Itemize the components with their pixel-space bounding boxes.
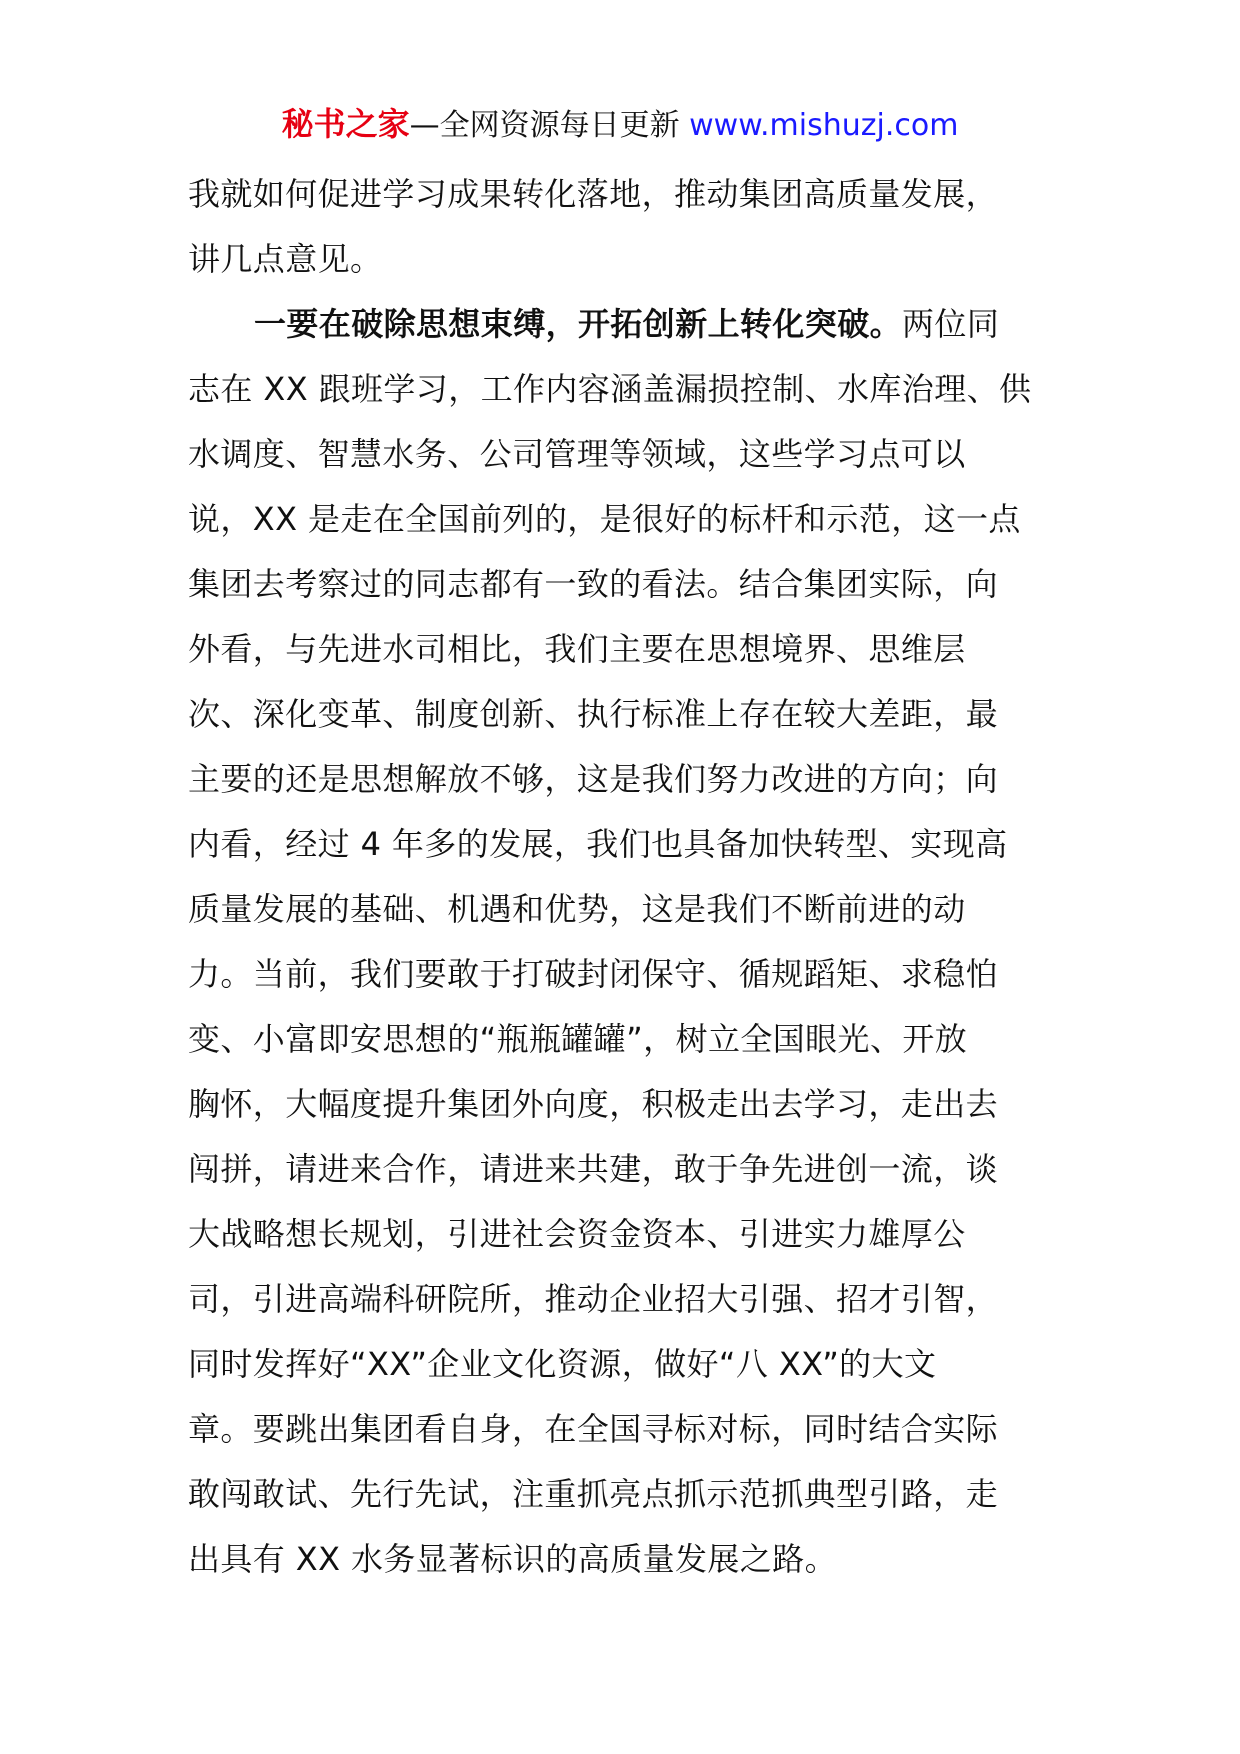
text-line: 同时发挥好“XX”企业文化资源，做好“八 XX”的大文 bbox=[188, 1345, 937, 1383]
text-line: 章。要跳出集团看自身，在全国寻标对标，同时结合实际 bbox=[188, 1410, 999, 1448]
text-line: 敢闯敢试、先行先试，注重抓亮点抓示范抓典型引路，走 bbox=[188, 1475, 999, 1513]
text-line: 水调度、智慧水务、公司管理等领域，这些学习点可以 bbox=[188, 435, 966, 473]
text-line: 次、深化变革、制度创新、执行标准上存在较大差距，最 bbox=[188, 695, 999, 733]
text-line: 大战略想长规划，引进社会资金资本、引进实力雄厚公 bbox=[188, 1215, 966, 1253]
text-line: 闯拼，请进来合作，请进来共建，敢于争先进创一流，谈 bbox=[188, 1150, 999, 1188]
text-line: 说，XX 是走在全国前列的，是很好的标杆和示范，这一点 bbox=[188, 500, 1021, 538]
section-heading-line bbox=[188, 292, 1058, 357]
text-line: 出具有 XX 水务显著标识的高质量发展之路。 bbox=[188, 1540, 837, 1578]
text-line: 内看，经过 4 年多的发展，我们也具备加快转型、实现高 bbox=[188, 825, 1008, 863]
document-body bbox=[188, 162, 1058, 1592]
text-line: 志在 XX 跟班学习，工作内容涵盖漏损控制、水库治理、供 bbox=[188, 370, 1032, 408]
section-heading: 一要在破除思想束缚，开拓创新上转化突破。 bbox=[254, 305, 903, 343]
text-line: 讲几点意见。 bbox=[188, 240, 383, 278]
text-line: 变、小富即安思想的“瓶瓶罐罐”，树立全国眼光、开放 bbox=[188, 1020, 968, 1058]
page-header bbox=[0, 100, 1240, 150]
text-line: 外看，与先进水司相比，我们主要在思想境界、思维层 bbox=[188, 630, 966, 668]
text-segment: 两位同 bbox=[902, 305, 1000, 343]
text-line: 胸怀，大幅度提升集团外向度，积极走出去学习，走出去 bbox=[188, 1085, 999, 1123]
text-line: 我就如何促进学习成果转化落地，推动集团高质量发展， bbox=[188, 175, 999, 213]
text-line: 质量发展的基础、机遇和优势，这是我们不断前进的动 bbox=[188, 890, 966, 928]
text-line: 集团去考察过的同志都有一致的看法。结合集团实际，向 bbox=[188, 565, 999, 603]
text-line: 力。当前，我们要敢于打破封闭保守、循规蹈矩、求稳怕 bbox=[188, 955, 999, 993]
brand-name: 秘书之家 bbox=[281, 105, 410, 143]
text-line: 司，引进高端科研院所，推动企业招大引强、招才引智， bbox=[188, 1280, 999, 1318]
text-line: 主要的还是思想解放不够，这是我们努力改进的方向；向 bbox=[188, 760, 999, 798]
site-url-link[interactable]: www.mishuzj.com bbox=[689, 108, 959, 143]
header-tagline: —全网资源每日更新 bbox=[409, 108, 690, 143]
